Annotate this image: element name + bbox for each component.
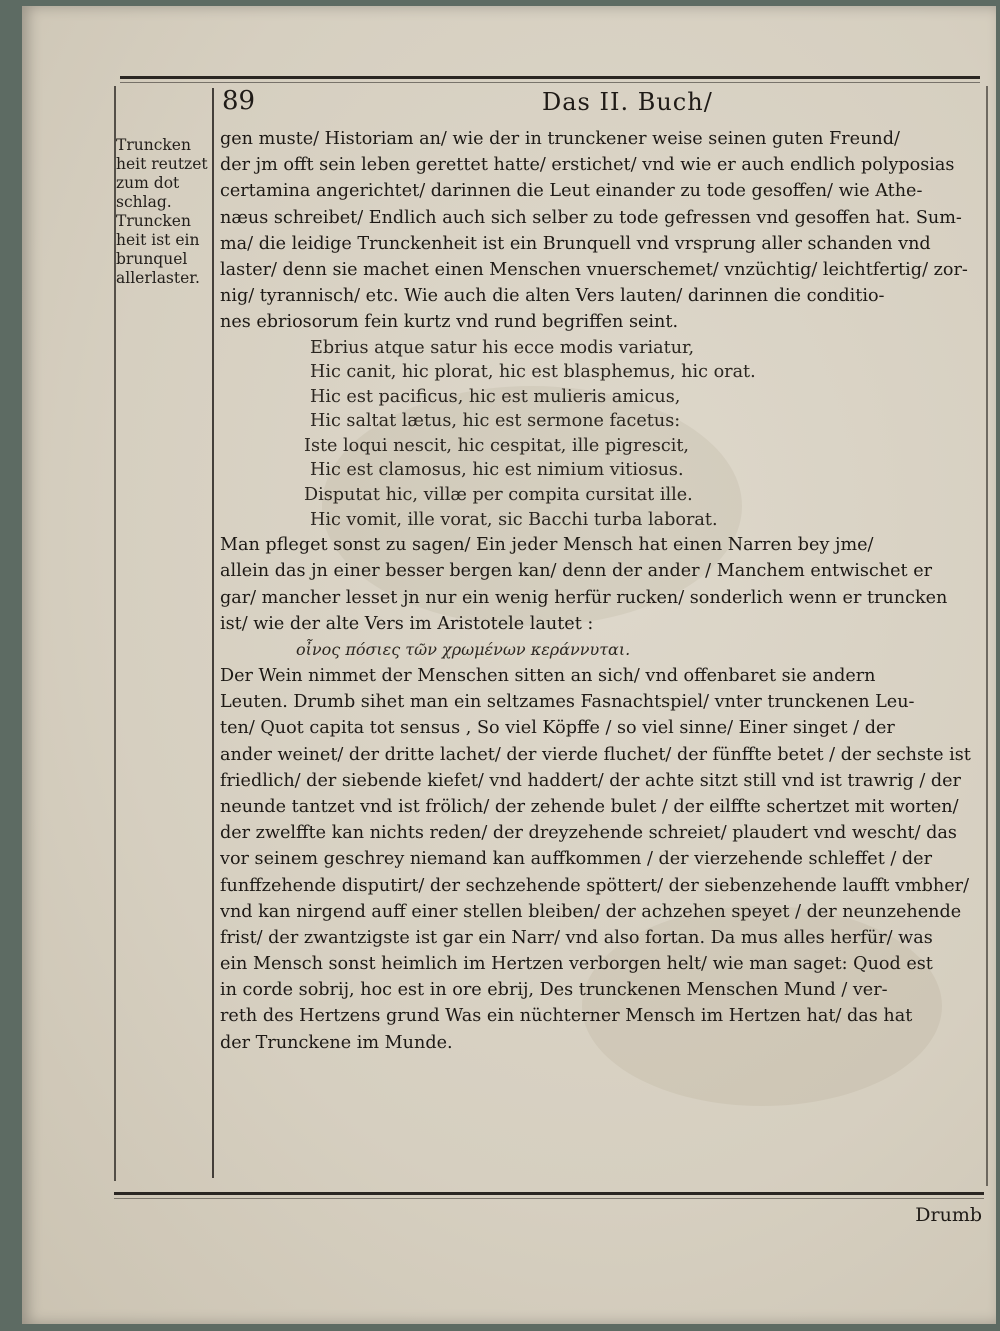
verse-line: Hic canit, hic plorat, hic est blasphemus, hic orat. xyxy=(310,362,756,383)
text-line: ten/ Quot capita tot sensus , So viel Köpffe / so viel sinne/ Einer singet / der xyxy=(220,718,895,739)
text-line: gen muste/ Historiam an/ wie der in trunckener weise seinen guten Freund/ xyxy=(220,129,900,149)
book-page xyxy=(22,6,996,1324)
verse-line: Hic vomit, ille vorat, sic Bacchi turba laborat. xyxy=(310,509,718,530)
marginal-note-line: allerlaster. xyxy=(116,269,200,287)
latin-verses xyxy=(220,336,990,533)
text-line: Der Wein nimmet der Menschen sitten an sich/ vnd offenbaret sie andern xyxy=(220,666,876,686)
marginal-note-line: brunquel xyxy=(116,250,188,268)
text-line: friedlich/ der siebende kiefet/ vnd haddert/ der achte sitzt still vnd ist trawrig / der xyxy=(220,770,961,791)
bottom-rule xyxy=(114,1192,984,1195)
text-line: funffzehende disputirt/ der sechzehende spöttert/ der siebenzehende laufft vmbher/ xyxy=(220,875,970,896)
verse-line: Disputat hic, villæ per compita cursitat ille. xyxy=(304,485,693,506)
text-line: gar/ mancher lesset jn nur ein wenig herfür rucken/ sonderlich wenn er truncken xyxy=(220,587,948,608)
marginal-note-line: heit reutzet xyxy=(116,155,208,173)
verse-line: Hic est pacificus, hic est mulieris amicus, xyxy=(310,386,681,407)
text-line: ist/ wie der alte Vers im Aristotele lautet : xyxy=(220,613,594,634)
header-rule-thin xyxy=(120,82,980,83)
verse-line: Hic saltat lætus, hic est sermone facetus: xyxy=(310,411,681,432)
text-line: reth des Hertzens grund Was ein nüchterner Mensch im Hertzen hat/ das hat xyxy=(220,1006,913,1027)
marginal-note-line: Truncken xyxy=(116,212,191,230)
marginal-note-line: zum dot xyxy=(116,174,180,192)
text-line: næus schreibet/ Endlich auch sich selber zu tode gefressen vnd gesoffen hat. Sum- xyxy=(220,207,962,228)
header-rule xyxy=(120,76,980,79)
text-line: der jm offt sein leben gerettet hatte/ erstichet/ vnd wie er auch endlich polyposias xyxy=(220,155,955,176)
text-line: vor seinem geschrey niemand kan auffkommen / der vierzehende schleffet / der xyxy=(220,849,932,870)
text-line: certamina angerichtet/ darinnen die Leut einander zu tode gesoffen/ wie Athe- xyxy=(220,181,923,202)
text-line: ein Mensch sonst heimlich im Hertzen verborgen helt/ wie man saget: Quod est xyxy=(220,954,933,975)
text-line: ma/ die leidige Trunckenheit ist ein Brunquell vnd vrsprung aller schanden vnd xyxy=(220,233,931,254)
verse-line: Ebrius atque satur his ecce modis variatur, xyxy=(310,337,695,358)
marginal-note-line: heit ist ein xyxy=(116,231,200,249)
catchword: Drumb xyxy=(915,1204,982,1226)
greek-quote: οἶνος πόσιες τῶν χρωμένων κεράννυται. xyxy=(296,640,631,659)
running-head: Das II. Buch/ xyxy=(542,88,713,116)
verse-line: Hic est clamosus, hic est nimium vitiosus. xyxy=(310,460,684,481)
paragraph-2 xyxy=(220,532,990,637)
paragraph-1 xyxy=(220,126,990,336)
marginal-note-line: schlag. xyxy=(116,193,172,211)
text-line: in corde sobrij, hoc est in ore ebrij, Des trunckenen Menschen Mund / ver- xyxy=(220,980,888,1001)
bottom-rule-thin xyxy=(114,1198,984,1199)
text-line: allein das jn einer besser bergen kan/ denn der ander / Manchem entwischet er xyxy=(220,561,933,582)
text-line: ander weinet/ der dritte lachet/ der vierde fluchet/ der fünffte betet / der sechste ist xyxy=(220,744,971,765)
text-line: nes ebriosorum fein kurtz vnd rund begriffen seint. xyxy=(220,312,679,333)
text-line: der zwelffte kan nichts reden/ der dreyzehende schreiet/ plaudert vnd wescht/ das xyxy=(220,823,957,844)
text-line: frist/ der zwantzigste ist gar ein Narr/ vnd also fortan. Da mus alles herfür/ was xyxy=(220,927,933,948)
text-line: neunde tantzet vnd ist frölich/ der zehende bulet / der eilffte schertzet mit worten/ xyxy=(220,796,959,817)
text-line: Man pfleget sonst zu sagen/ Ein jeder Mensch hat einen Narren bey jme/ xyxy=(220,535,874,556)
text-line: Leuten. Drumb sihet man ein seltzames Fasnachtspiel/ vnter trunckenen Leu- xyxy=(220,692,915,713)
marginal-notes xyxy=(116,136,210,288)
main-text xyxy=(220,126,990,1056)
verse-line: Iste loqui nescit, hic cespitat, ille pigrescit, xyxy=(304,435,690,456)
text-line: nig/ tyrannisch/ etc. Wie auch die alten Vers lauten/ darinnen die conditio- xyxy=(220,286,885,307)
text-line: vnd kan nirgend auff einer stellen bleiben/ der achzehen speyet / der neunzehende xyxy=(220,901,962,922)
text-line: der Trunckene im Munde. xyxy=(220,1032,453,1053)
text-line: laster/ denn sie machet einen Menschen vnuerschemet/ vnzüchtig/ leichtfertig/ zor- xyxy=(220,259,968,280)
margin-divider-line xyxy=(212,88,214,1178)
marginal-note-line: Truncken xyxy=(116,136,191,154)
paragraph-3 xyxy=(220,663,990,1056)
page-number: 89 xyxy=(222,86,256,116)
